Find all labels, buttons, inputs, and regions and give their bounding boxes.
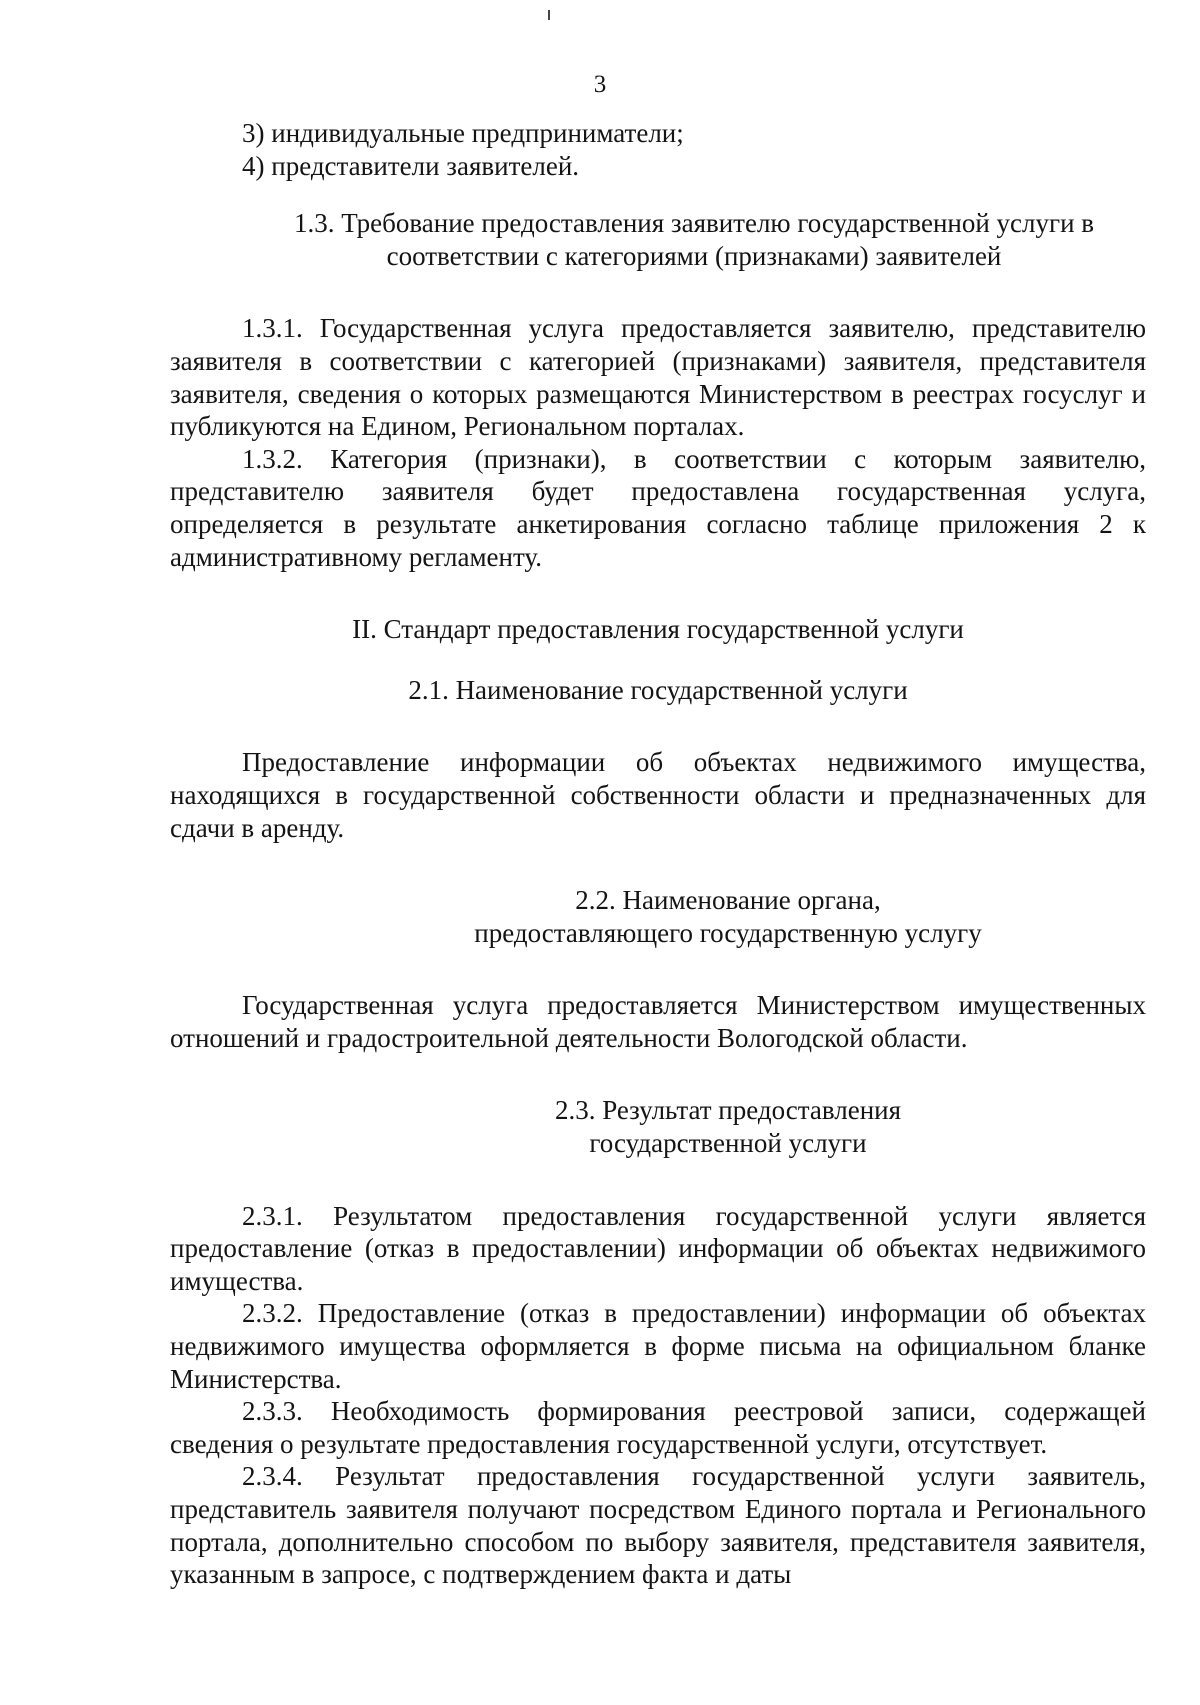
heading-line: 2.2. Наименование органа, bbox=[575, 885, 881, 916]
paragraph-2-3-3: 2.3.3. Необходимость формирования реестровой записи, содержащей сведения о результате предоставления государственной услуги, отсутствует. bbox=[170, 1396, 1146, 1459]
section-heading-2: II. Стандарт предоставления государственной услуги bbox=[352, 614, 964, 645]
paragraph-1-3-2: 1.3.2. Категория (признаки), в соответствии с которым заявителю, представителю заявителя будет предоставлена государственная услуга, определяется в результате анкетирования согласно таблице приложения 2 к административному регламенту. bbox=[170, 443, 1146, 572]
page-number: 3 bbox=[593, 71, 607, 98]
paragraph-2-3-2: 2.3.2. Предоставление (отказ в предоставлении) информации об объектах недвижимого имущества оформляется в форме письма на официальном бланке Министерства. bbox=[170, 1298, 1146, 1394]
paragraph-2-2: Государственная услуга предоставляется Министерством имущественных отношений и градостроительной деятельности Вологодской области. bbox=[170, 990, 1146, 1053]
section-heading-2-1: 2.1. Наименование государственной услуги bbox=[408, 674, 908, 705]
heading-line: 2.3. Результат предоставления bbox=[554, 1095, 902, 1126]
section-heading-2-2 bbox=[170, 884, 1146, 949]
heading-line: государственной услуги bbox=[589, 1128, 867, 1159]
list-item: 4) представители заявителей. bbox=[242, 150, 580, 181]
paragraph-2-1: Предоставление информации об объектах недвижимого имущества, находящихся в государственной собственности области и предназначенных для сдачи в аренду. bbox=[170, 747, 1146, 843]
section-heading-1-3: 1.3. Требование предоставления заявителю государственной услуги в соответствии с категориями (признаками) заявителей bbox=[293, 208, 1095, 271]
paragraph-2-3-1: 2.3.1. Результатом предоставления государственной услуги является предоставление (отказ в предоставлении) информации об объектах недвижимого имущества. bbox=[170, 1200, 1146, 1296]
section-heading-2-3 bbox=[170, 1094, 1146, 1159]
heading-line: предоставляющего государственную услугу bbox=[474, 917, 982, 948]
paragraph-1-3-1: 1.3.1. Государственная услуга предоставляется заявителю, представителю заявителя в соответствии с категорией (признаками) заявителя, представителя заявителя, сведения о которых размещаются Министерством в реестрах госуслуг и публикуются на Едином, Региональном порталах. bbox=[170, 313, 1146, 442]
paragraph-2-3-4: 2.3.4. Результат предоставления государственной услуги заявитель, представитель заявителя получают посредством Единого портала и Регионального портала, дополнительно способом по выбору заявителя, представителя заявителя, указанным в запросе, с подтверждением факта и даты bbox=[170, 1461, 1146, 1590]
scan-mark bbox=[548, 10, 550, 20]
list-item: 3) индивидуальные предприниматели; bbox=[242, 118, 684, 148]
document-body bbox=[170, 117, 1146, 1591]
